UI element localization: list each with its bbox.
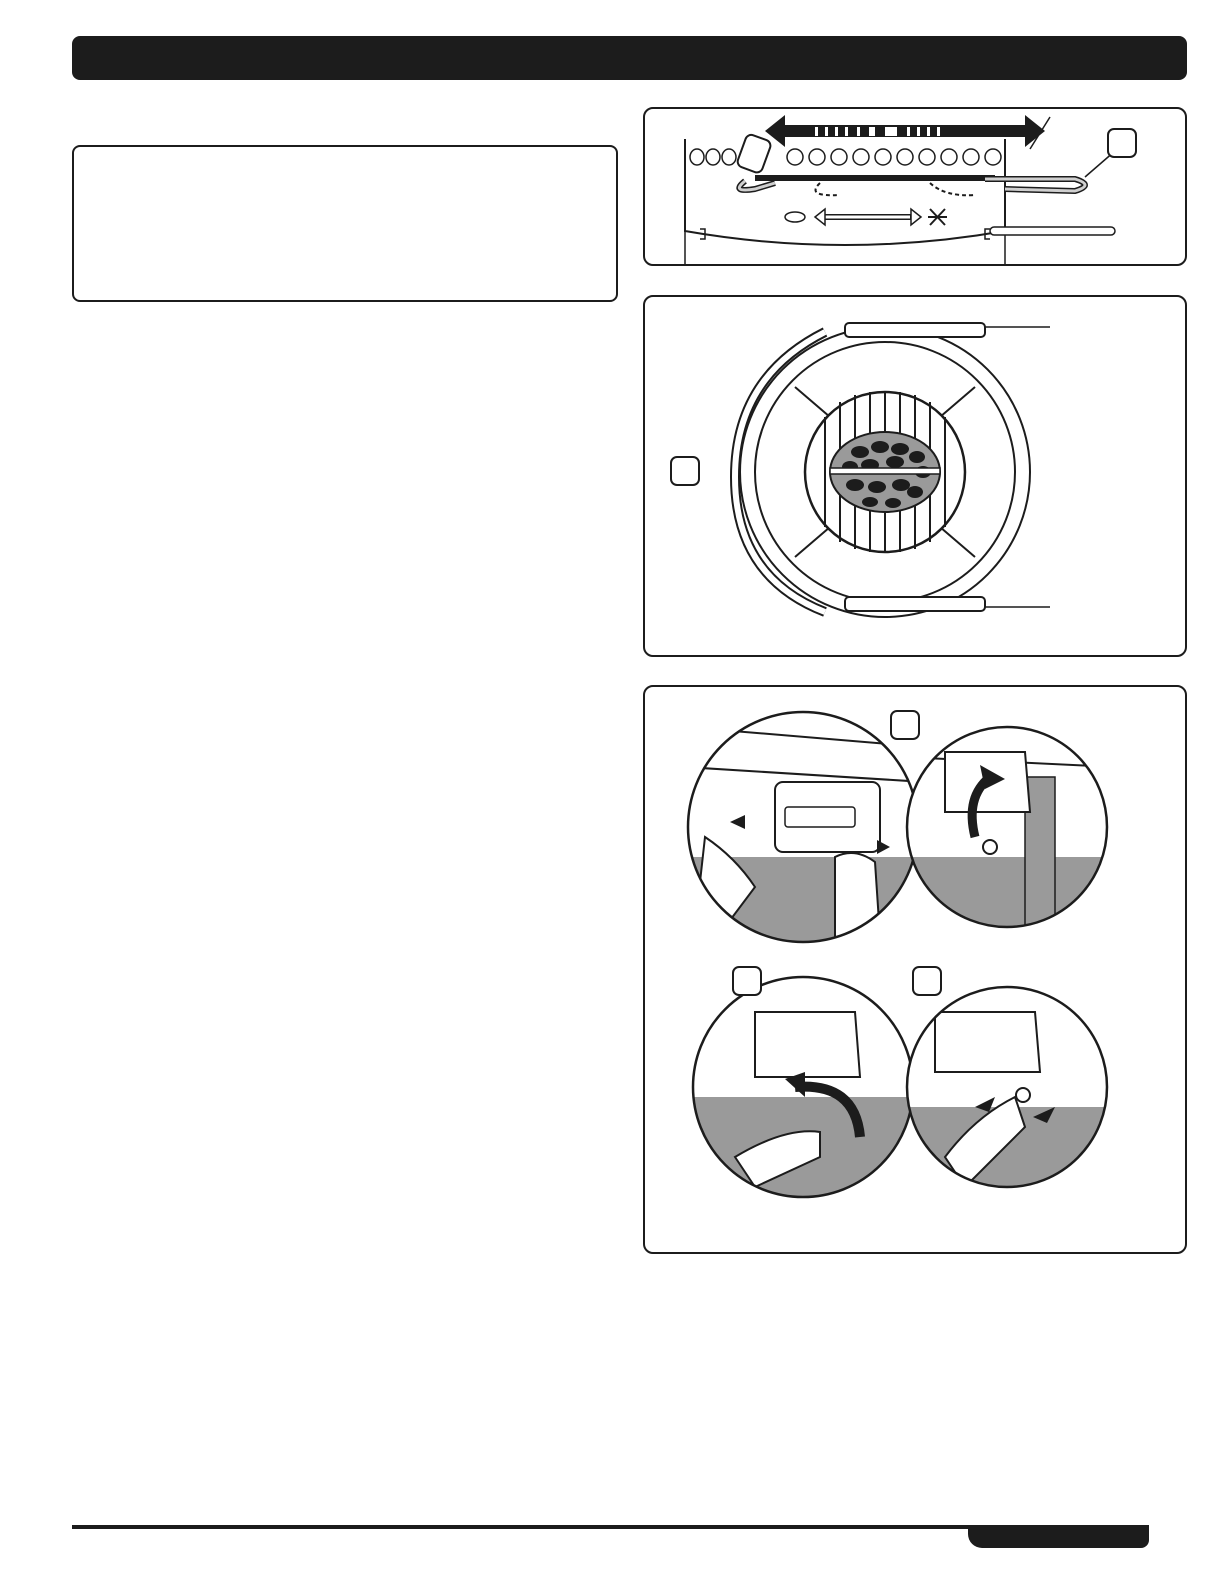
footer-tab xyxy=(968,1525,1149,1548)
igniter-battery-steps-icon xyxy=(645,687,1185,1252)
burner-tube-spider-icon xyxy=(645,109,1185,264)
grill-bowl-top-view-icon xyxy=(645,297,1185,655)
warning-callout-box xyxy=(72,145,618,302)
figure-burner-tubes xyxy=(643,107,1187,266)
figure-grill-top-view xyxy=(643,295,1187,657)
section-header-bar xyxy=(72,36,1187,80)
figure-igniter-steps xyxy=(643,685,1187,1254)
